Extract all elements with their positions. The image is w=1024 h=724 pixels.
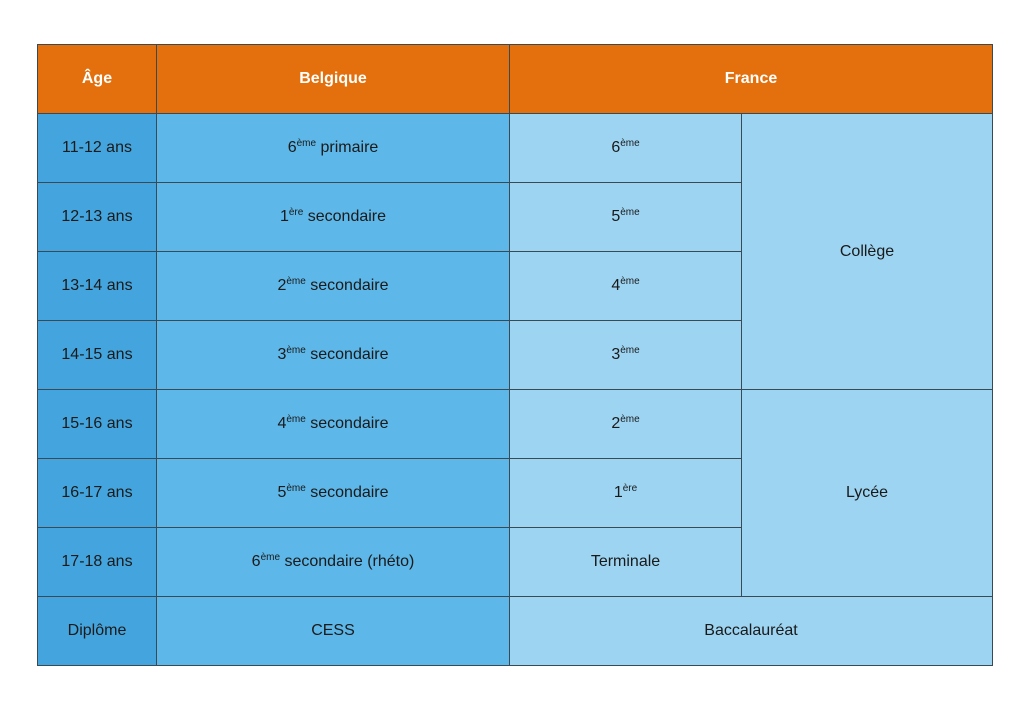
belgique-cell xyxy=(157,252,510,321)
age-cell: 17-18 ans xyxy=(38,528,157,597)
belgique-grade-suffix: ème xyxy=(286,414,306,426)
belgique-grade-text: secondaire (rhéto) xyxy=(280,553,415,571)
belgique-grade-text: secondaire xyxy=(305,346,389,364)
diploma-belgique-cell: CESS xyxy=(157,597,510,666)
age-cell: 13-14 ans xyxy=(38,252,157,321)
diploma-label-cell: Diplôme xyxy=(38,597,157,666)
france-cell xyxy=(510,321,742,390)
france-grade-number: 6 xyxy=(611,139,621,157)
age-cell: 15-16 ans xyxy=(38,390,157,459)
france-grade-suffix: ère xyxy=(622,483,638,495)
belgique-grade-number: 2 xyxy=(277,277,287,295)
diploma-france-cell: Baccalauréat xyxy=(510,597,993,666)
france-grade-suffix: ème xyxy=(620,138,640,150)
table-row xyxy=(38,114,993,183)
france-cell xyxy=(510,183,742,252)
belgique-grade-number: 3 xyxy=(277,346,287,364)
belgique-cell xyxy=(157,183,510,252)
belgique-grade-suffix: ème xyxy=(286,483,306,495)
age-cell: 14-15 ans xyxy=(38,321,157,390)
belgique-grade-text: secondaire xyxy=(305,277,389,295)
france-cell xyxy=(510,252,742,321)
belgique-grade-text: secondaire xyxy=(305,484,389,502)
france-cell xyxy=(510,459,742,528)
belgique-grade-suffix: ème xyxy=(296,138,317,150)
comparison-table xyxy=(37,44,993,666)
age-cell: 12-13 ans xyxy=(38,183,157,252)
belgique-grade-suffix: ème xyxy=(260,552,281,564)
age-cell: 11-12 ans xyxy=(38,114,157,183)
france-grade-suffix: ème xyxy=(620,276,640,288)
belgique-grade-suffix: ème xyxy=(286,276,306,288)
france-grade-number: 2 xyxy=(611,415,621,433)
belgique-cell xyxy=(157,114,510,183)
france-grade-number: 3 xyxy=(611,346,621,364)
belgique-cell xyxy=(157,321,510,390)
france-grade-suffix: ème xyxy=(620,345,640,357)
age-cell: 16-17 ans xyxy=(38,459,157,528)
belgique-grade-text: secondaire xyxy=(305,415,389,433)
belgique-grade-suffix: ère xyxy=(288,207,304,219)
header-age: Âge xyxy=(38,45,157,114)
header-row xyxy=(38,45,993,114)
france-grade-number: 4 xyxy=(611,277,621,295)
belgique-grade-number: 1 xyxy=(279,208,289,226)
france-cell xyxy=(510,114,742,183)
table-row xyxy=(38,390,993,459)
belgique-cell xyxy=(157,390,510,459)
header-belgique: Belgique xyxy=(157,45,510,114)
belgique-grade-text: secondaire xyxy=(303,208,387,226)
france-grade-suffix: ème xyxy=(620,414,640,426)
header-france: France xyxy=(510,45,993,114)
diploma-row xyxy=(38,597,993,666)
lycee-group-cell: Lycée xyxy=(742,390,993,597)
france-grade-number: 1 xyxy=(613,484,623,502)
belgique-grade-number: 5 xyxy=(277,484,287,502)
france-cell: Terminale xyxy=(510,528,742,597)
france-grade-suffix: ème xyxy=(620,207,640,219)
belgique-cell xyxy=(157,459,510,528)
belgique-grade-number: 4 xyxy=(277,415,287,433)
france-grade-number: 5 xyxy=(611,208,621,226)
belgique-grade-number: 6 xyxy=(251,553,261,571)
belgique-grade-number: 6 xyxy=(287,139,297,157)
belgique-grade-suffix: ème xyxy=(286,345,306,357)
belgique-cell xyxy=(157,528,510,597)
college-group-cell: Collège xyxy=(742,114,993,390)
belgique-grade-text: primaire xyxy=(316,139,379,157)
france-cell xyxy=(510,390,742,459)
